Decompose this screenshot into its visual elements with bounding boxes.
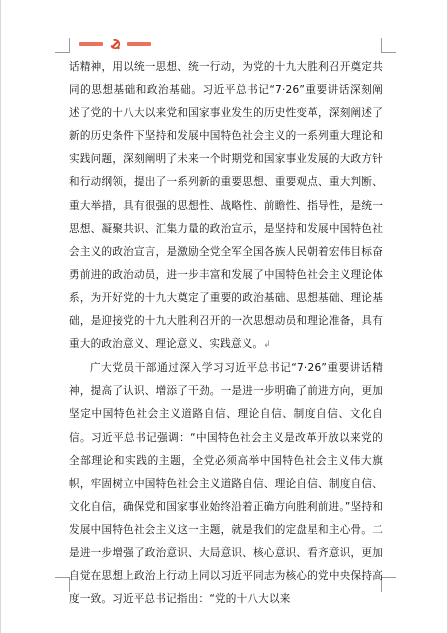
paragraph: 话精神，用以统一思想、统一行动，为党的十九大胜利召开奠定共同的思想基础和政治基础。习近平总书记“7·26”重要讲话深刻阐述了党的十八大以来党和国家事业发生的历史性变革，深刻阐述了新的历史条件下坚持和发展中国特色社会主义的一系列重大理论和实践问题，深刻阐明了未来一个时期党和国家事业发展的大政方针和行动纲领，提出了一系列新的重要思想、重要观点、重大判断、重大举措，具有很强的思想性、战略性、前瞻性、指导性，是统一思想、凝聚共识、汇集力量的政治宣示，是坚持和发展中国特色社会主义的政治宣言，是激励全党全军全国各族人民朝着宏伟目标奋勇前进的政治动员，进一步丰富和发展了中国特色社会主义理论体系，为开好党的十九大奠定了重要的政治基础、思想基础、理论基础，是迎接党的十九大胜利召开的一次思想动员和理论准备，具有重大的政治意义、理论意义、实践意义。↲ [69,61,383,351]
crop-mark-bottom-right [381,577,396,592]
crop-mark-bottom-left [55,577,70,592]
paragraph: 广大党员干部通过深入学习习近平总书记“7·26”重要讲话精神，提高了认识、增添了干劲。一是进一步明确了前进方向，更加坚定中国特色社会主义道路自信、理论自信、制度自信、文化自信。习近平总书记强调：“中国特色社会主义是改革开放以来党的全部理论和实践的主题，全党必须高举中国特色社会主义伟大旗帜，牢固树立中国特色社会主义道路自信、理论自信、制度自信、文化自信，确保党和国家事业始终沿着正确方向胜利前进。”坚持和发展中国特色社会主义这一主题，就是我们的定盘星和主心骨。二是进一步增强了政治意识、大局意识、核心意识、看齐意识，更加自觉在思想上政治上行动上同以习近平同志为核心的党中央保持高度一致。习近平总书记指出：“党的十八大以来 [69,362,383,606]
party-emblem-header-icon [79,38,151,50]
crop-mark-top-right [381,38,396,53]
crop-mark-top-left [55,38,70,53]
body-text [69,56,383,611]
paragraph-mark-icon: ↲ [263,340,272,351]
